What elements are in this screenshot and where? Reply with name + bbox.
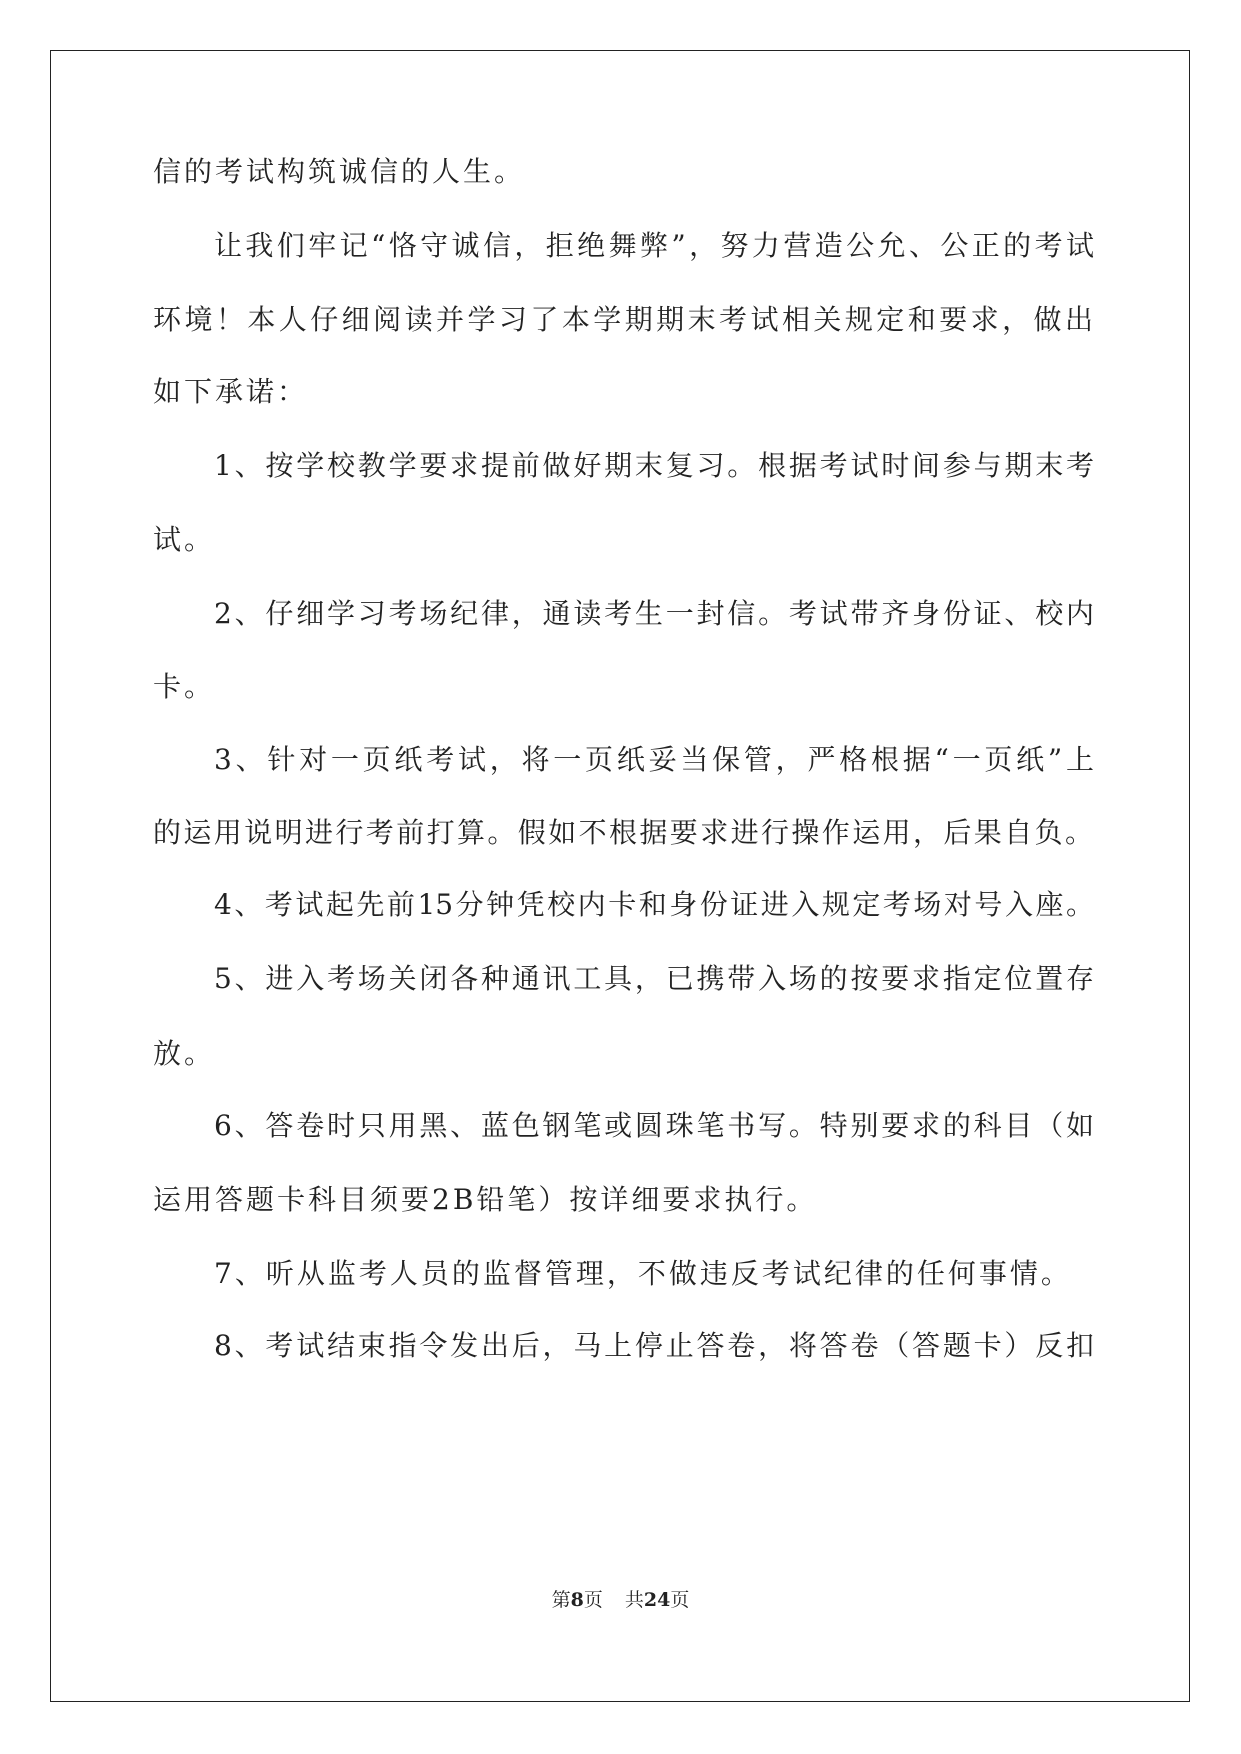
text-line: 让我们牢记“恪守诚信，拒绝舞弊”，努力营造公允、公正的考试 [214,229,1094,262]
text-line: 放。 [153,1037,216,1070]
text-line: 试。 [153,523,216,556]
text-line: 环境！本人仔细阅读并学习了本学期期末考试相关规定和要求，做出 [153,303,1093,336]
text-line: 4、考试起先前15分钟凭校内卡和身份证进入规定考场对号入座。 [214,888,1094,921]
total-pages: 24 [643,1589,671,1611]
page-number: 8 [570,1589,584,1611]
page-prefix: 第 [551,1589,571,1611]
text-line: 运用答题卡科目须要2B铅笔）按详细要求执行。 [153,1183,818,1216]
text-line: 信的考试构筑诚信的人生。 [153,155,526,188]
text-line: 2、仔细学习考场纪律，通读考生一封信。考试带齐身份证、校内 [214,597,1094,630]
text-line: 的运用说明进行考前打算。假如不根据要求进行操作运用，后果自负。 [153,816,1093,849]
text-line: 3、针对一页纸考试，将一页纸妥当保管，严格根据“一页纸”上 [214,743,1094,776]
text-line: 7、听从监考人员的监督管理，不做违反考试纪律的任何事情。 [214,1257,1072,1290]
text-line: 如下承诺： [153,375,309,408]
text-line: 5、进入考场关闭各种通讯工具，已携带入场的按要求指定位置存 [214,962,1094,995]
text-line: 1、按学校教学要求提前做好期末复习。根据考试时间参与期末考 [214,449,1094,482]
text-line: 8、考试结束指令发出后，马上停止答卷，将答卷（答题卡）反扣 [214,1329,1094,1362]
total-suffix: 页 [670,1589,690,1611]
page-footer [0,1588,1241,1612]
text-line: 卡。 [153,670,216,703]
page-border [50,50,1190,1702]
page-suffix: 页 [583,1589,603,1611]
total-prefix: 共 [624,1589,644,1611]
text-line: 6、答卷时只用黑、蓝色钢笔或圆珠笔书写。特别要求的科目（如 [214,1109,1094,1142]
